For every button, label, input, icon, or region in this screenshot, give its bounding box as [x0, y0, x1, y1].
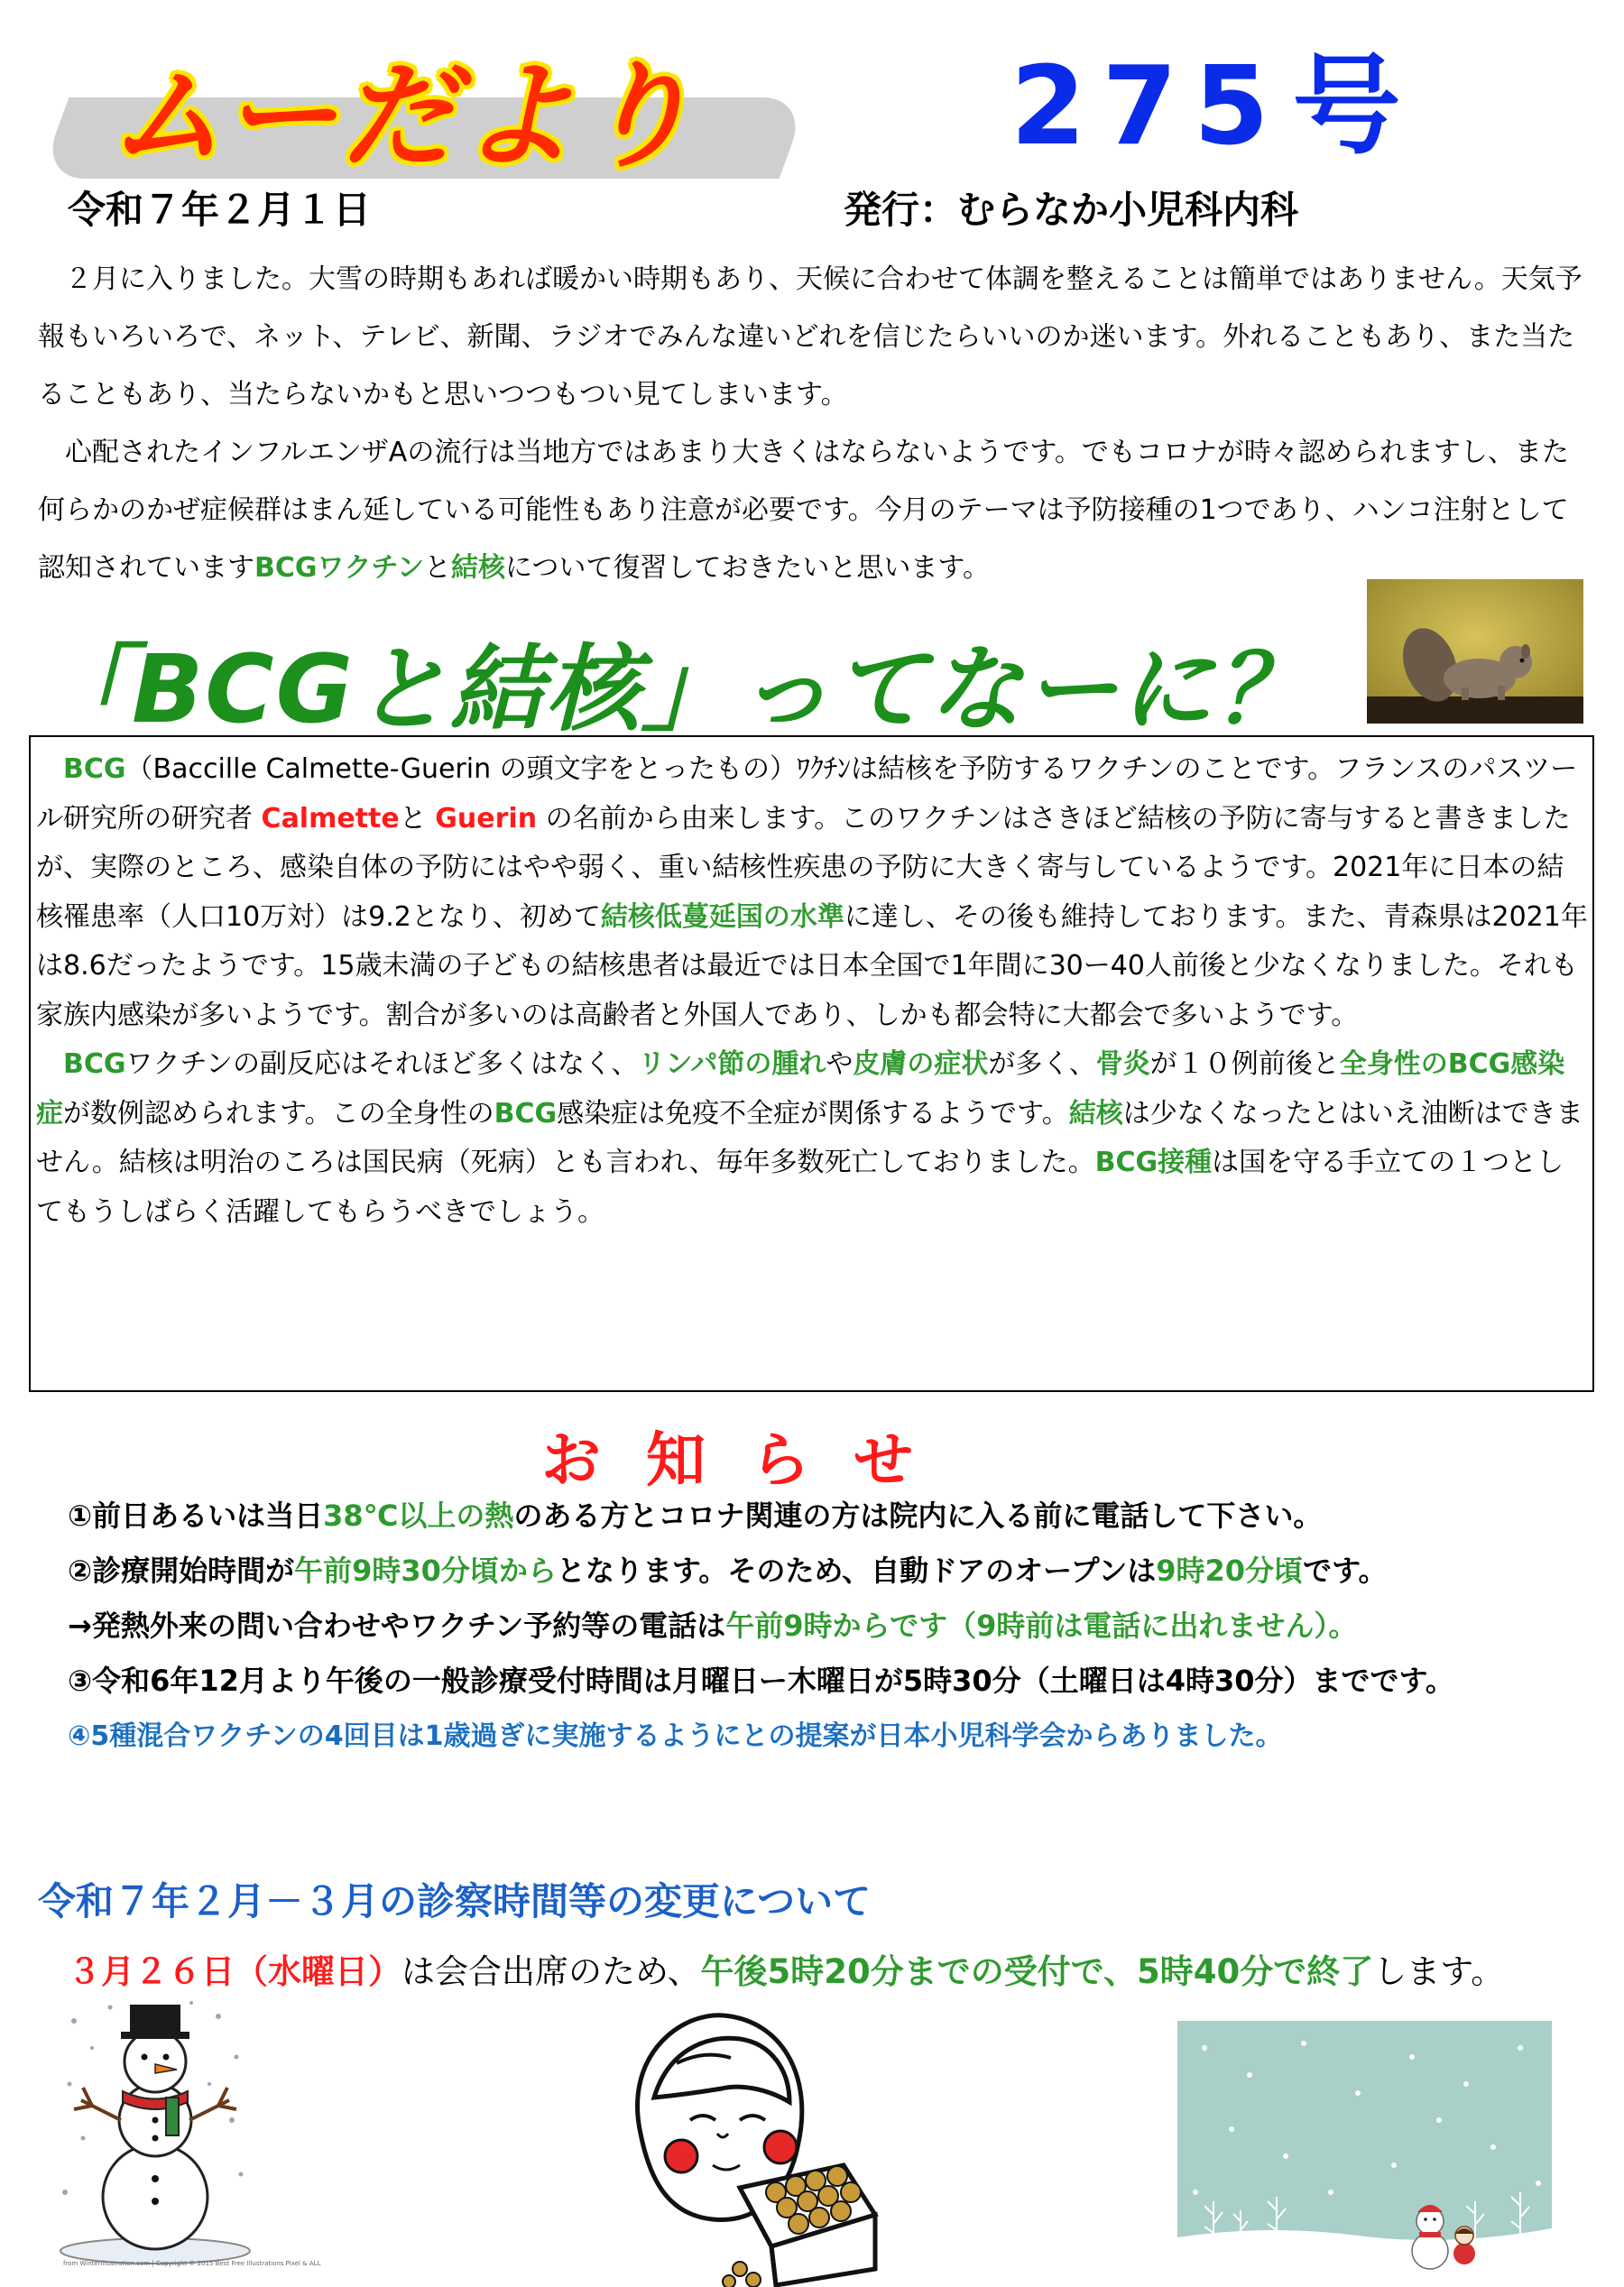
notice-3-text-a: →発熱外来の問い合わせやワクチン予約等の電話は [68, 1609, 726, 1643]
notice-3-highlight: 午前9時からです（9時前は電話に出れません）。 [725, 1609, 1358, 1643]
article-kekkaku: 結核 [1068, 1097, 1123, 1130]
notice-list [68, 1489, 1601, 1764]
article-text-3: に達し、その後も維持しております。また、青森県は2021年は8.6だったようです。15歳未満の子どもの結核患者は最近では日本全国で1年間に30ー40人前後と少なくなりました。それも家族内感染が多いようです。割合が多いのは高齢者と外国人であり、しかも都会特に大都会で多いようです。 [36, 900, 1588, 1031]
intro-paragraph-2 [38, 424, 1590, 597]
masthead [45, 27, 803, 184]
article-text-4: ワクチンの副反応はそれほど多くはなく、 [125, 1048, 639, 1080]
notice-item-2 [68, 1544, 1601, 1599]
notice-title: お知らせ [541, 1425, 959, 1495]
article-text-6: が１０例前後と [1149, 1048, 1340, 1080]
notice-1-highlight: 38℃以上の熱 [323, 1499, 514, 1533]
schedule-change-highlight: 午後5時20分までの受付で、5時40分で終了 [700, 1952, 1374, 1991]
bcg-section-heading: 「BCGと結核」ってなーに？ [36, 634, 1311, 744]
notice-2-highlight-1: 午前9時30分頃から [294, 1554, 557, 1588]
notice-item-5: ④5種混合ワクチンの4回目は1歳過ぎに実施するようにとの提案が日本小児科学会からありました。 [68, 1720, 1283, 1752]
schedule-change-title: 令和７年２月－３月の診察時間等の変更について [38, 1879, 872, 1923]
article-bcg-2: BCG [63, 1048, 126, 1080]
article-text-10: は国を守る手立ての１つとしてもうしばらく活躍してもらうべきでしょう。 [36, 1147, 1564, 1228]
publisher: 発行：むらなか小児科内科 [844, 188, 1299, 232]
article-text-2: の名前から由来します。このワクチンはさきほど結核の予防に寄与すると書きましたが、実際のところ、感染自体の予防にはやや弱く、重い結核性疾患の予防に大きく寄与しているようです。2021年に日本の結核罹患率（人口10万対）は9.2となり、初めて [36, 802, 1571, 933]
notice-item-1 [68, 1489, 1601, 1544]
snowman-illustration [56, 1994, 254, 2264]
intro-highlight-kekkaku: 結核 [451, 552, 506, 584]
bcg-article [36, 745, 1588, 1237]
setsubun-daruma-illustration [604, 1998, 902, 2287]
newsletter-title: ムーだより [108, 50, 698, 184]
notice-2-text-c: です。 [1303, 1554, 1388, 1588]
intro-text-2a: 心配されたインフルエンザAの流行は当地方ではあまり大きくはならないようです。でもコロナが時々認められますし、また何らかのかぜ症候群はまん延している可能性もあり注意が必要です。今月のテーマは予防接種の1つであり、ハンコ注射として認知されています [38, 437, 1569, 584]
article-to: と [399, 802, 436, 835]
issue-number-value: 275 [1010, 44, 1286, 170]
schedule-change-body [68, 1944, 1504, 1993]
notice-1-text-b: のある方とコロナ関連の方は院内に入る前に電話して下さい。 [513, 1499, 1323, 1533]
notice-2-text-a: ②診療開始時間が [68, 1554, 295, 1588]
notice-2-text-b: となります。そのため、自動ドアのオープンは [556, 1554, 1157, 1588]
intro-text-to: と [424, 552, 452, 584]
notice-item-3 [68, 1599, 1601, 1654]
article-ya: や [826, 1048, 854, 1080]
schedule-change-end: します。 [1373, 1952, 1505, 1991]
article-guerin: Guerin [435, 802, 538, 835]
article-bcg-vaccination: BCG接種 [1094, 1147, 1213, 1178]
schedule-change-date: ３月２６日（水曜日） [68, 1952, 401, 1991]
squirrel-photo [1367, 579, 1583, 724]
notice-2-highlight-2: 9時20分頃 [1156, 1554, 1304, 1588]
intro-paragraph-1 [38, 251, 1590, 424]
notice-item-4: ③令和6年12月より午後の一般診療受付時間は月曜日ー木曜日が5時30分（土曜日は4時30分）までです。 [68, 1664, 1454, 1698]
notice-1-text-a: ①前日あるいは当日 [68, 1499, 324, 1533]
article-text-8: 感染症は免疫不全症が関係するようです。 [557, 1097, 1069, 1130]
intro-highlight-bcg: BCGワクチン [254, 552, 425, 584]
article-low-incidence: 結核低蔓延国の水準 [600, 900, 844, 933]
issue-number [1010, 20, 1401, 175]
article-skin: 皮膚の症状 [853, 1048, 989, 1080]
schedule-change-mid: は会合出席のため、 [401, 1952, 701, 1991]
intro-text-1: ２月に入りました。大雪の時期もあれば暖かい時期もあり、天候に合わせて体調を整えることは簡単ではありません。天気予報もいろいろで、ネット、テレビ、新聞、ラジオでみんな違いどれを信じたらいいのか迷います。外れることもあり、また当たることもあり、当たらないかもと思いつつもつい見てしまいます。 [38, 263, 1582, 410]
winter-scene-illustration [1177, 2021, 1552, 2278]
snowman-image-credit: from WinterIllustration.com | Copyright © 2015 Best Free Illustrations Pixel & ALL [63, 2260, 321, 2267]
article-bcg-3: BCG [494, 1097, 558, 1130]
issue-date: 令和７年２月１日 [68, 188, 372, 232]
article-lymph: リンパ節の腫れ [638, 1048, 826, 1080]
article-text-1: （Baccille Calmette-Guerin の頭文字をとったもの）ﾜｸﾁﾝは結核を予防するワクチンのことです。フランスのパスツール研究所の研究者 [36, 753, 1578, 835]
article-text-7: が数例認められます。この全身性の [63, 1097, 494, 1130]
article-bone: 骨炎 [1095, 1048, 1150, 1080]
article-systemic: 全身性のBCG感染症 [36, 1048, 1565, 1130]
issue-suffix: 号 [1292, 44, 1401, 170]
intro-text-end: について復習しておきたいと思います。 [505, 552, 991, 584]
article-text-5: が多く、 [988, 1048, 1096, 1080]
article-text-9: は少なくなったとはいえ油断はできません。結核は明治のころは国民病（死病）とも言われ、毎年多数死亡しておりました。 [36, 1097, 1583, 1178]
article-bcg-1: BCG [63, 753, 126, 785]
article-calmette: Calmette [261, 802, 400, 835]
